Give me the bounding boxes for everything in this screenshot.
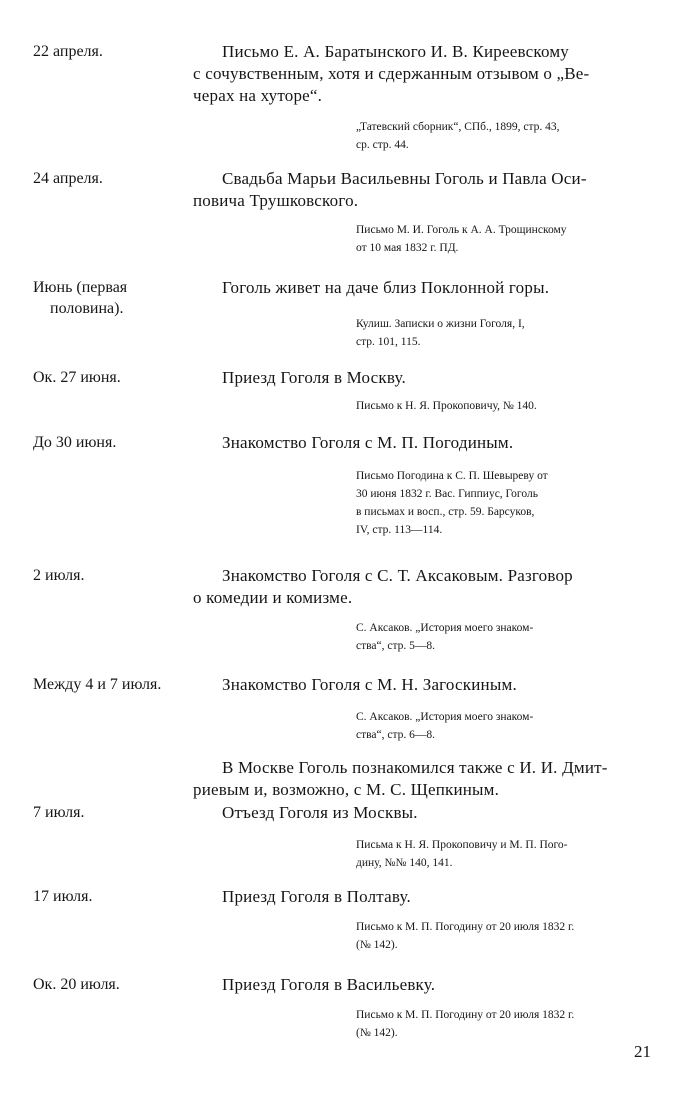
event-line: Свадьба Марьи Васильевны Гоголь и Павла Оси- [222,169,587,188]
entry-event [222,277,654,299]
entry-source [356,315,656,351]
entry-date [33,367,218,388]
entry-source [356,836,656,872]
entry-source [356,467,656,539]
event-line: Приезд Гоголя в Москву. [222,368,406,387]
source-line: стр. 101, 115. [356,336,421,348]
source-line: в письмах и восп., стр. 59. Барсуков, [356,506,535,518]
source-line: ства“, стр. 5—8. [356,640,436,652]
entry-date [33,565,218,586]
entry-date [33,168,218,189]
page-number: 21 [634,1042,651,1061]
entry-event [222,974,654,996]
event-line: Письмо Е. А. Баратынского И. В. Киреевскому [222,42,569,61]
entry-date [33,886,218,907]
source-line: Письмо к М. П. Погодину от 20 июля 1832 г. [356,1009,575,1021]
event-line: повича Трушковского. [193,191,359,210]
date-line: 17 июля. [33,888,93,905]
source-line: (№ 142). [356,939,398,951]
source-line: дину, №№ 140, 141. [356,857,453,869]
source-line: (№ 142). [356,1027,398,1039]
source-line: IV, стр. 113—114. [356,524,443,536]
source-line: Кулиш. Записки о жизни Гоголя, I, [356,318,525,330]
event-line: Приезд Гоголя в Полтаву. [222,887,411,906]
source-line: Письмо к Н. Я. Прокоповичу, № 140. [356,400,537,412]
source-line: „Татевский сборник“, СПб., 1899, стр. 43, [356,121,560,133]
entry-event [193,757,654,801]
source-line: Письмо к М. П. Погодину от 20 июля 1832 г. [356,921,575,933]
event-line: Знакомство Гоголя с С. Т. Аксаковым. Разговор [222,566,573,585]
entry-source [356,221,656,257]
entry-date [33,41,218,62]
entry-event [193,168,654,212]
event-line: черах на хуторе“. [193,86,323,105]
event-line: Знакомство Гоголя с М. П. Погодиным. [222,433,514,452]
entry-event [222,886,654,908]
event-line: о комедии и комизме. [193,588,353,607]
entry-event [222,432,654,454]
date-line: 7 июля. [33,804,85,821]
event-line: риевым и, возможно, с М. С. Щепкиным. [193,780,500,799]
date-line: Между 4 и 7 июля. [33,676,162,693]
entry-source [356,918,656,954]
date-line: 2 июля. [33,567,85,584]
entry-source [356,1006,656,1042]
source-line: Письмо М. И. Гоголь к А. А. Трощинскому [356,224,567,236]
entry-event [222,802,654,824]
event-line: Отъезд Гоголя из Москвы. [222,803,418,822]
event-line: Знакомство Гоголя с М. Н. Загоскиным. [222,675,517,694]
entry-event [193,565,654,609]
source-line: ср. стр. 44. [356,139,409,151]
date-line: Июнь (первая [33,279,128,296]
date-line: Ок. 27 июня. [33,369,121,386]
date-line: 22 апреля. [33,43,103,60]
entry-source [356,619,656,655]
source-line: Письмо Погодина к С. П. Шевыреву от [356,470,548,482]
event-line: В Москве Гоголь познакомился также с И. И. Дмит- [222,758,608,777]
source-line: 30 июня 1832 г. Вас. Гиппиус, Гоголь [356,488,538,500]
event-line: с сочувственным, хотя и сдержанным отзывом о „Ве- [193,64,590,83]
entry-date [33,802,218,823]
date-line: Ок. 20 июля. [33,976,120,993]
entry-source [356,397,656,415]
source-line: ства“, стр. 6—8. [356,729,436,741]
date-line: 24 апреля. [33,170,103,187]
source-line: Письма к Н. Я. Прокоповичу и М. П. Пого- [356,839,568,851]
entry-event [222,367,654,389]
source-line: С. Аксаков. „История моего знаком- [356,711,534,723]
entry-event [193,41,654,107]
entry-date [33,674,218,695]
event-line: Приезд Гоголя в Васильевку. [222,975,436,994]
entry-source [356,118,656,154]
date-line: До 30 июня. [33,434,117,451]
entry-date [33,432,218,453]
source-line: от 10 мая 1832 г. ПД. [356,242,459,254]
entry-event [222,674,654,696]
source-line: С. Аксаков. „История моего знаком- [356,622,534,634]
entry-date [33,974,218,995]
entry-source [356,708,656,744]
entry-date [33,277,218,319]
event-line: Гоголь живет на даче близ Поклонной горы. [222,278,550,297]
date-line: половина). [50,300,124,317]
